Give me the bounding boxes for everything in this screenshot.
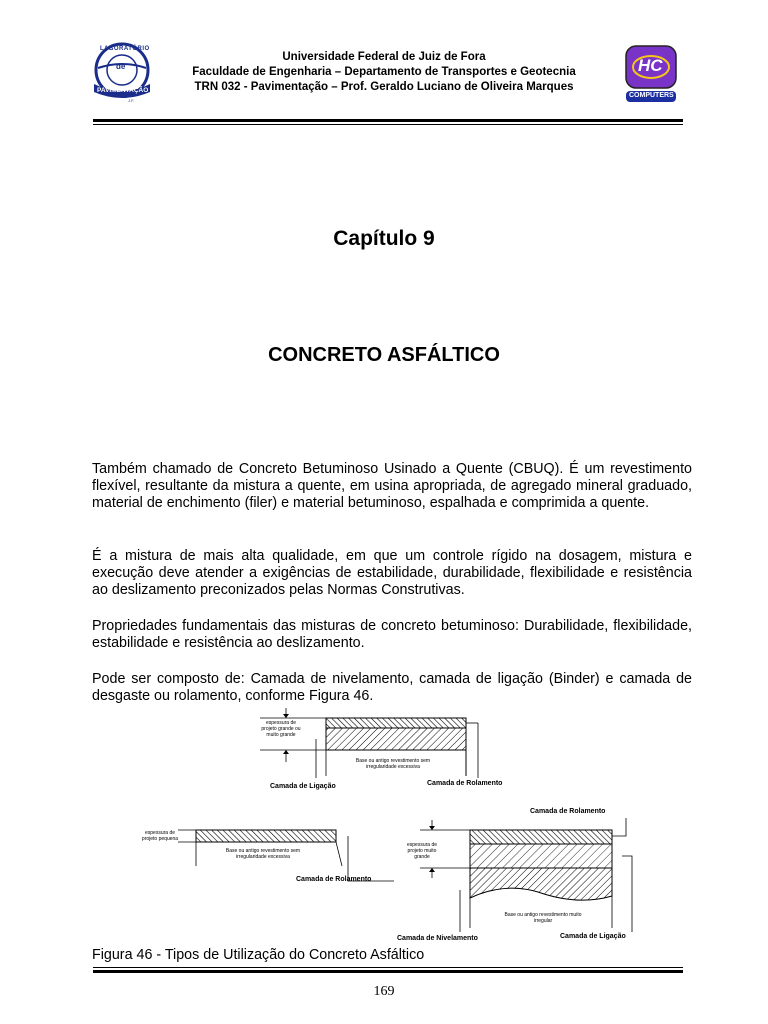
paragraph-2: É a mistura de mais alta qualidade, em que um controle rígido na dosagem, mistura e execução deve atender a exigências de estabilidade, durabilidade, flexibilidade e resistência ao deslizamento preconizados pelas Normas Construtivas. — [92, 548, 692, 599]
computers-logo-mark: HC — [638, 56, 663, 75]
d1-ligacao-label: Camada de Ligação — [270, 783, 336, 790]
header-course: TRN 032 - Pavimentação – Prof. Geraldo Luciano de Oliveira Marques — [194, 81, 574, 93]
footer-rule-thin — [93, 967, 683, 968]
lab-logo-bottom-text: PAVIMENTAÇÃO — [97, 87, 149, 94]
d3-nivelamento-label: Camada de Nivelamento — [397, 935, 478, 942]
d3-base-label: Base ou antigo revestimento muito irregular — [504, 912, 582, 924]
footer-rule-thick — [93, 970, 683, 973]
computers-logo — [624, 44, 678, 104]
paragraph-1: Também chamado de Concreto Betuminoso Usinado a Quente (CBUQ). É um revestimento flexível, resultante da mistura a quente, em usina apropriada, de agregado mineral graduado, material de enchimento (filer) e material betuminoso, espalhada e comprimida a quente. — [92, 461, 692, 512]
page-number: 169 — [373, 984, 395, 999]
figure-caption: Figura 46 - Tipos de Utilização do Concreto Asfáltico — [92, 947, 425, 963]
header-university: Universidade Federal de Juiz de Fora — [282, 51, 486, 63]
computers-logo-label: COMPUTERS — [629, 92, 674, 99]
d1-thickness-label: espessura de projeto grande ou muito grande — [261, 720, 301, 738]
d2-rolamento-label: Camada de Rolamento — [296, 876, 372, 883]
lab-logo-mid-text: de — [116, 62, 126, 71]
d1-base-label: Base ou antigo revestimento sem irregularidade excessiva — [355, 758, 431, 770]
lab-logo-top-text: LABORATÓRIO — [100, 46, 150, 52]
header-faculty: Faculdade de Engenharia – Departamento de Transportes e Geotecnia — [192, 66, 576, 78]
chapter-title: Capítulo 9 — [333, 227, 435, 250]
paragraph-3: Propriedades fundamentais das misturas de concreto betuminoso: Durabilidade, flexibilidade, estabilidade e resistência ao deslizamento. — [92, 618, 692, 652]
d2-thickness-label: espessura de projeto pequena — [141, 830, 179, 842]
d3-ligacao-label: Camada de Ligação — [560, 933, 626, 940]
lab-logo-tiny-text: J.F. — [128, 98, 135, 103]
figure-46 — [138, 706, 648, 948]
d2-base-label: Base ou antigo revestimento sem irregularidade excessiva — [225, 848, 301, 860]
header-rule-thin — [93, 124, 683, 125]
d3-thickness-label: espessura de projeto muito grande — [406, 842, 438, 860]
d3-rolamento-label: Camada de Rolamento — [530, 808, 606, 815]
paragraph-4: Pode ser composto de: Camada de nivelamento, camada de ligação (Binder) e camada de desgaste ou rolamento, conforme Figura 46. — [92, 671, 692, 705]
chapter-subtitle: CONCRETO ASFÁLTICO — [268, 344, 500, 366]
header-rule-thick — [93, 119, 683, 122]
d1-rolamento-label: Camada de Rolamento — [427, 780, 503, 787]
